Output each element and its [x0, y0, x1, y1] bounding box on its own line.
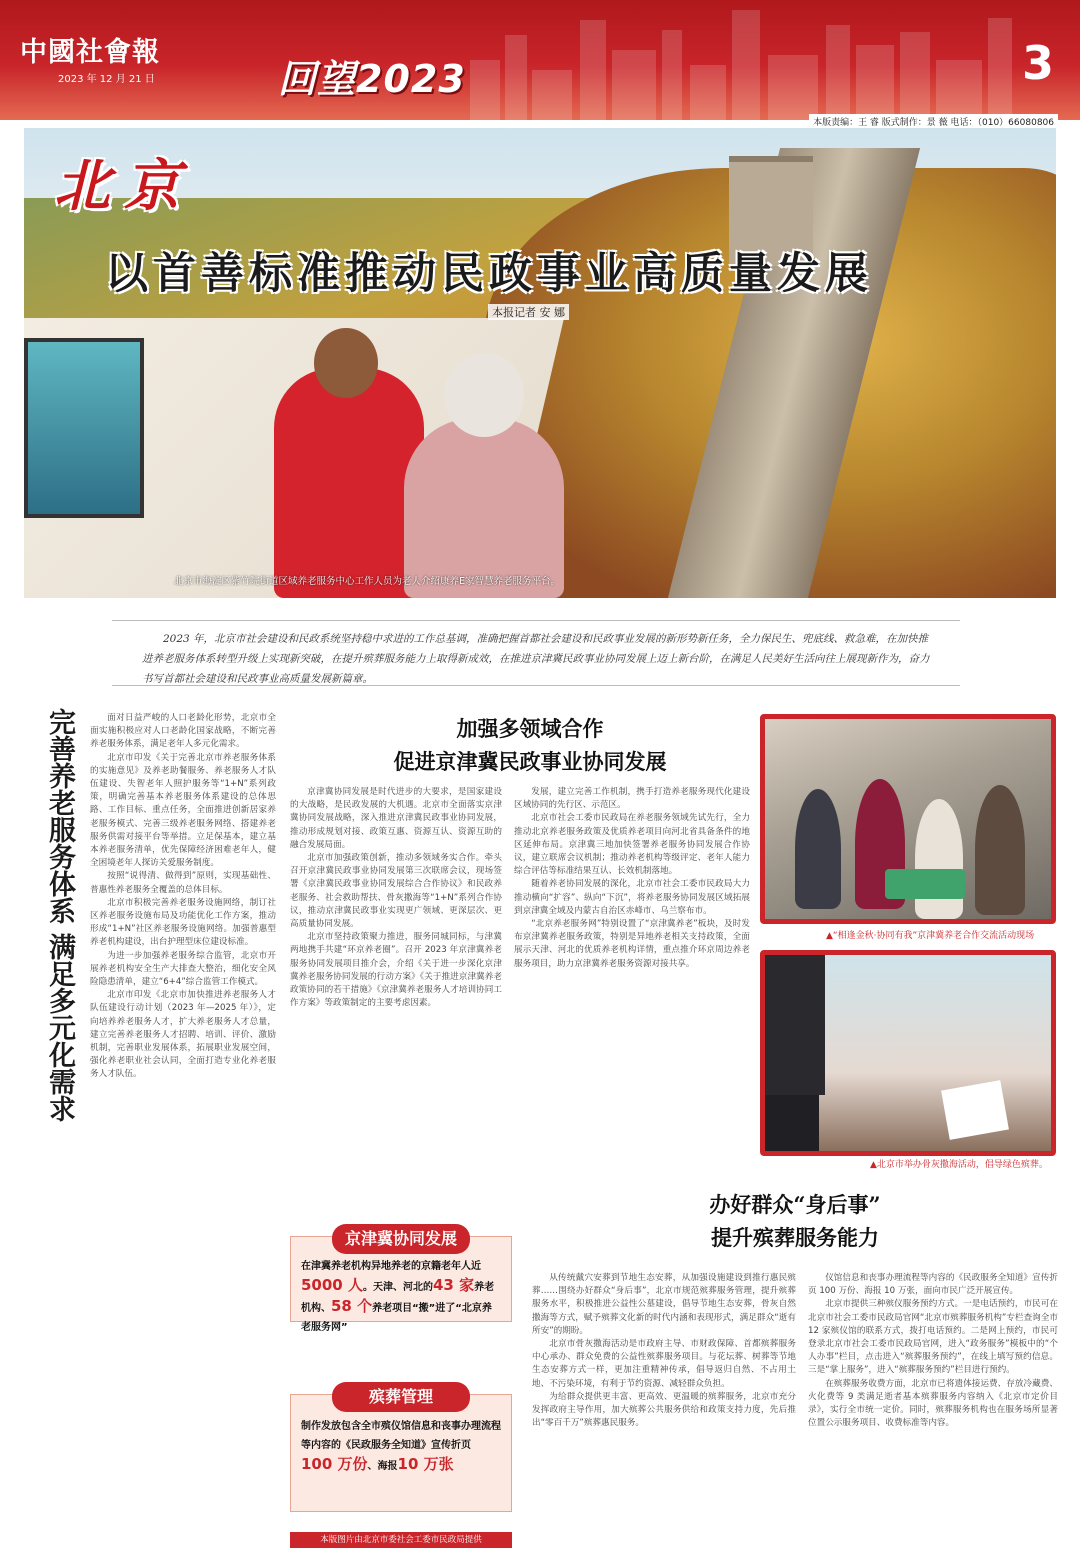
paragraph: 北京市社会工委市民政局在养老服务领域先试先行，全力推动北京养老服务政策及优质养老项目向河北省具备条件的地区延伸布局。京津冀三地加快签署养老服务协同发展合作协议，建立联席会议机制；推动养老机构等级评定、老年人能力综合评估等标准结果互认、长效机制落地。 [514, 813, 750, 877]
stat-number: 58 个 [331, 1297, 373, 1315]
photo-sea-scattering [760, 950, 1056, 1156]
paragraph: 随着养老协同发展的深化，北京市社会工委市民政局大力推动横向“扩容”、纵向“下沉”，将养老服务协同发展区域拓展到京津冀全域及内蒙古自治区赤峰市、乌兰察布市。 [514, 879, 750, 916]
paragraph: 按照“说得清、做得到”原则，实现基础性、普惠性养老服务全覆盖的总体目标。 [90, 871, 276, 895]
paragraph: 面对日益严峻的人口老龄化形势，北京市全面实施积极应对人口老龄化国家战略，不断完善养老服务体系，满足老年人多元化需求。 [90, 713, 276, 750]
editor-credits: 本版责编：王 睿 版式制作：景 薇 电话：（010）66080806 [809, 114, 1058, 129]
article-column-funeral-2 [808, 1272, 1058, 1546]
page-number: 3 [1022, 36, 1055, 90]
article-column-elder-care [90, 712, 276, 1528]
intro-paragraph: 2023 年，北京市社会建设和民政系统坚持稳中求进的工作总基调，准确把握首都社会建设和民政事业发展的新形势新任务，全力保民生、兜底线、救急难，在加快推进养老服务体系转型升级上实现新突破，在提升殡葬服务能力上取得新成效，在推进京津冀民政事业协同发展上迈上新台阶，在满足人民美好生活向往上展现新作为，奋力书写首都社会建设和民政事业高质量发展新篇章。 [112, 620, 960, 686]
paragraph: 在殡葬服务收费方面，北京市已将遗体接运费、存放冷藏费、火化费等 9 类满足逝者基本殡葬服务内容纳入《北京市定价目录》，实行全市统一定价。同时，殡葬服务机构也在服务场所显著位置公示服务项目、收费标准等内容。 [808, 1378, 1058, 1429]
article-column-cooperation-2 [514, 786, 750, 1212]
paragraph: 京津冀协同发展是时代进步的大要求，是国家建设的大战略，是民政发展的大机遇。北京市全面落实京津冀协同发展战略，深入推进京津冀民政事业协同发展，推动形成规划对接、政策互惠、资源互认、资源互助的融合发展局面。 [290, 787, 502, 850]
issue-date: 2023 年 12 月 21 日 [58, 74, 155, 85]
stat-number: 10 万张 [397, 1455, 454, 1473]
stat-number: 100 万份 [301, 1455, 368, 1473]
photo-caption-exchange: ▲“相逢金秋·协同有我”京津冀养老合作交流活动现场 [826, 931, 1035, 941]
highlight-label-cooperation: 京津冀协同发展 [332, 1224, 470, 1254]
paragraph: 发展，建立完善工作机制，携手打造养老服务现代化建设区域协同的先行区、示范区。 [514, 787, 750, 811]
paragraph: 北京市提供三种殡仪服务预约方式。一是电话预约，市民可在北京市社会工委市民政局官网“北京市殡葬服务机构”专栏查询全市 12 家殡仪馆的联系方式，拨打电话预约。二是网上预约，市民可登录北京市社会工委市民政局官网，进入“政务服务”模板中的“个人办事”栏目，点击进入“殡葬服务预约”，在线上填写预约信息。三是“掌上服务”，进入“殡葬服务预约”栏目进行预约。 [808, 1299, 1058, 1376]
section-title-cooperation: 加强多领域合作 促进京津冀民政事业协同发展 [393, 716, 667, 774]
photo-credit-note: 本版图片由北京市委社会工委市民政局提供 [290, 1532, 512, 1548]
section-banner: 回望2023 [278, 57, 466, 101]
highlight-box-cooperation: 在津冀养老机构异地养老的京籍老年人近 5000 人。天津、河北的43 家养老机构、58 个养老项目“搬”进了“北京养老服务网” [290, 1236, 512, 1322]
smart-screen-illustration [24, 338, 144, 518]
article-column-funeral-1 [532, 1272, 796, 1546]
paragraph: 北京市加强政策创新，推动多领域务实合作。牵头召开京津冀民政事业协同发展第三次联席会议，现场签署《京津冀民政事业协同发展综合合作协议》和民政养老服务、社会救助帮扶、骨灰撒海等“1+N”系列合作协议，推动京津冀民政事业实现更广领域、更深层次、更高质量协同发展。 [290, 853, 502, 930]
paragraph: 北京市印发《关于完善北京市养老服务体系的实施意见》及养老助餐服务、养老服务人才队伍建设、失智老年人照护服务等“1+N”系列政策，明确完善基本养老服务体系建设的总体思路、工作目标、重点任务，全面推进创新居家养老服务模式、完善三级养老服务网络、搭建养老服务供需对接平台等举措。立足保基本，建立基本养老服务清单，优先保障经济困难老年人，健全困境老年人探访关爱服务制度。 [90, 752, 276, 869]
photo-exchange-event [760, 714, 1056, 924]
paragraph: 北京市积极完善养老服务设施网络，制订社区养老服务设施布局及功能优化工作方案，推动形成“1+N”社区养老服务设施网络。加强普惠型养老机构建设，出台护理型床位建设标准。 [90, 897, 276, 948]
main-headline: 以首善标准推动民政事业高质量发展 [105, 249, 873, 299]
paragraph: 北京市骨灰撒海活动是市政府主导、市财政保障、首都殡葬服务中心承办、群众免费的公益性殡葬服务项目。与花坛葬、树葬等节地生态安葬方式一样，更加注重精神传承，倡导返归自然、不占用土地、不污染环境，有利于节约资源、减轻群众负担。 [532, 1339, 796, 1389]
paragraph: 北京市坚持政策聚力推进，服务同城同标，与津冀两地携手共建“环京养老圈”。召开 2023 年京津冀养老服务协同发展项目推介会，介绍《关于进一步深化京津冀养老服务协同发展的行动方案》《关于推进京津冀养老政策协同的若干措施》《京津冀养老服务人才培训协同工作方案》等政策制定的主要考虑因素。 [290, 932, 502, 1009]
stat-number: 43 家 [432, 1276, 475, 1294]
paragraph: 从传统戴穴安葬到节地生态安葬，从加强设施建设到推行惠民殡葬……围绕办好群众“身后事”，北京市规范殡葬服务管理，提升殡葬服务水平，积极推进公益性公墓建设，倡导节地生态安葬，骨灰自然撒海等方式，赋予殡葬文化新的时代内涵和表现形式，满足群众“逝有所安”的期盼。 [532, 1273, 796, 1336]
paragraph: 仪馆信息和丧事办理流程等内容的《民政服务全知道》宣传折页 100 万份、海报 10 万张，面向市民广泛开展宣传。 [808, 1273, 1058, 1297]
section-title-funeral: 办好群众“身后事” 提升殡葬服务能力 [709, 1192, 881, 1250]
highlight-box-funeral: 制作发放包含全市殡仪馆信息和丧事办理流程等内容的《民政服务全知道》宣传折页 100 万份、海报10 万张 [290, 1394, 512, 1512]
paragraph: 为给群众提供更丰富、更高效、更温暖的殡葬服务，北京市充分发挥政府主导作用，加大殡葬公共服务供给和政策支持力度，先后推出“零百千万”殡葬惠民服务。 [532, 1391, 796, 1429]
paragraph: 北京市印发《北京市加快推进养老服务人才队伍建设行动计划（2023 年—2025 年）》，定向培养养老服务人才，扩大养老服务人才总量，建立完善养老服务人才招聘、培训、评价、激励机制，完善职业发展体系，拓展职业发展空间，强化养老职业社会认同，全面打造专业化养老服务人才队伍。 [90, 990, 276, 1080]
stat-number: 5000 人 [301, 1276, 363, 1294]
paragraph: “北京养老服务网”特别设置了“京津冀养老”板块，及时发布京津冀养老服务政策，特别是异地养老相关支持政策，全面展示天津、河北的优质养老机构详情，重点推介环京周边养老服务项目，助力京津冀养老服务资源对接共享。 [514, 919, 750, 969]
photo-caption-sea-scattering: ▲北京市举办骨灰撒海活动，倡导绿色殡葬。 [870, 1160, 1048, 1170]
newspaper-logo: 中國社會報 [20, 37, 160, 68]
city-title: 北京 [54, 153, 194, 219]
masthead [0, 0, 1080, 120]
reporter-byline: 本报记者 安 娜 [488, 304, 569, 320]
highlight-label-funeral: 殡葬管理 [332, 1382, 470, 1412]
paragraph: 为进一步加强养老服务综合监管，北京市开展养老机构安全生产大排查大整治，细化安全风险隐患清单，建立“6+4”综合监管工作模式。 [90, 950, 276, 988]
hero-caption: 北京市海淀区紫竹院街道区域养老服务中心工作人员为老人介绍康养E家智慧养老服务平台。 [174, 576, 561, 587]
article-column-cooperation-1 [290, 786, 502, 1212]
section-title-elder-care: 完善养老服务体系 满足多元化需求 [44, 708, 75, 1123]
